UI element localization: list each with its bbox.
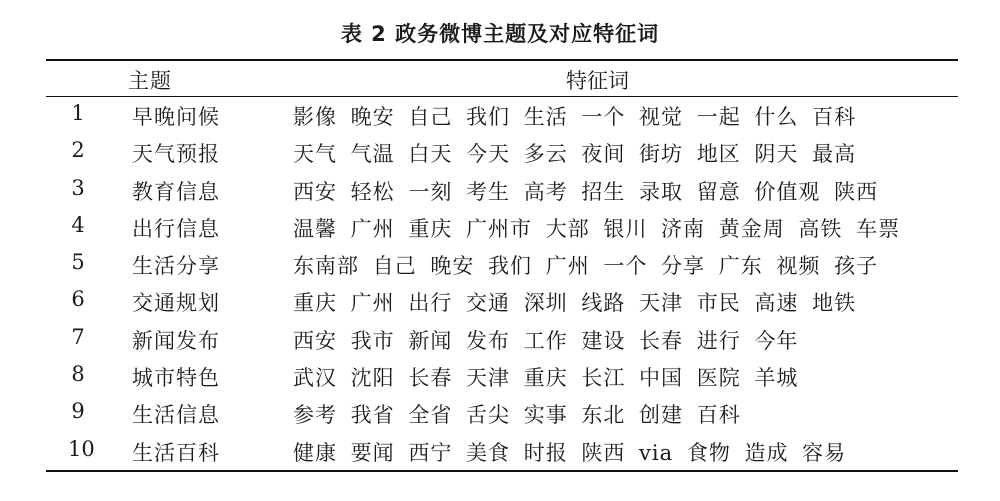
bottom-rule bbox=[46, 470, 958, 472]
row-topic: 交通规划 bbox=[132, 291, 220, 316]
row-number: 3 bbox=[71, 175, 85, 200]
row-number: 5 bbox=[71, 250, 85, 275]
row-topic: 城市特色 bbox=[132, 366, 220, 391]
row-topic: 新闻发布 bbox=[132, 328, 220, 353]
table-row bbox=[0, 171, 1000, 208]
row-topic: 早晚问候 bbox=[132, 105, 220, 129]
table-body bbox=[0, 96, 1000, 469]
table-row bbox=[0, 357, 1000, 394]
table-caption: 表 2 政务微博主题及对应特征词 bbox=[340, 22, 660, 46]
row-topic: 教育信息 bbox=[132, 179, 220, 204]
row-topic: 生活百科 bbox=[132, 440, 220, 465]
row-number: 2 bbox=[71, 138, 85, 163]
row-keywords: 温馨 广州 重庆 广州市 大部 银川 济南 黄金周 高铁 车票 bbox=[293, 216, 901, 241]
row-topic: 天气预报 bbox=[132, 142, 220, 167]
row-keywords: 参考 我省 全省 舌尖 实事 东北 创建 百科 bbox=[293, 403, 741, 428]
row-number: 10 bbox=[68, 436, 95, 461]
column-header-keywords: 特征词 bbox=[566, 69, 629, 93]
row-number: 6 bbox=[71, 287, 85, 312]
table-row bbox=[0, 245, 1000, 282]
row-topic: 生活信息 bbox=[132, 403, 220, 428]
table-row bbox=[0, 282, 1000, 319]
table-row bbox=[0, 432, 1000, 469]
row-keywords: 重庆 广州 出行 交通 深圳 线路 天津 市民 高速 地铁 bbox=[293, 291, 857, 316]
row-number: 1 bbox=[71, 101, 85, 125]
row-topic: 出行信息 bbox=[132, 216, 220, 241]
table-row bbox=[0, 96, 1000, 133]
table-row bbox=[0, 133, 1000, 170]
top-rule bbox=[46, 59, 958, 61]
row-keywords: 东南部 自己 晚安 我们 广州 一个 分享 广东 视频 孩子 bbox=[293, 254, 879, 279]
table-row bbox=[0, 320, 1000, 357]
row-number: 4 bbox=[71, 212, 85, 237]
row-keywords: 西安 轻松 一刻 考生 高考 招生 录取 留意 价值观 陕西 bbox=[293, 179, 879, 204]
row-topic: 生活分享 bbox=[132, 254, 220, 279]
column-header-topic: 主题 bbox=[128, 69, 172, 93]
row-keywords: 西安 我市 新闻 发布 工作 建设 长春 进行 今年 bbox=[293, 328, 799, 353]
table-row bbox=[0, 208, 1000, 245]
row-number: 7 bbox=[71, 324, 85, 349]
row-keywords: 天气 气温 白天 今天 多云 夜间 街坊 地区 阴天 最高 bbox=[293, 142, 857, 167]
table-row bbox=[0, 394, 1000, 431]
row-keywords: 健康 要闻 西宁 美食 时报 陕西 via 食物 造成 容易 bbox=[293, 440, 847, 465]
row-number: 9 bbox=[71, 399, 85, 424]
row-keywords: 影像 晚安 自己 我们 生活 一个 视觉 一起 什么 百科 bbox=[293, 105, 857, 129]
row-keywords: 武汉 沈阳 长春 天津 重庆 长江 中国 医院 羊城 bbox=[293, 366, 799, 391]
row-number: 8 bbox=[71, 362, 85, 387]
